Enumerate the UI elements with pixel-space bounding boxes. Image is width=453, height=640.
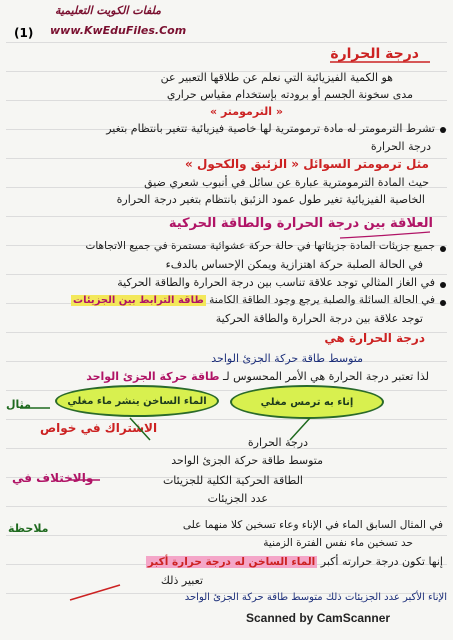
definition-line-2: مدى سخونة الجسم أو برودته بإستخدام مقياس حراري <box>166 88 413 101</box>
relation-underline <box>340 232 430 238</box>
relation-line-2: في الحالة الصلبة حركة اهتزازية ويمكن الإحساس بالدفء <box>165 258 423 271</box>
bonding-energy-mark: طاقة الترابط بين الجزيئات <box>73 295 204 306</box>
note-line-2: حد تسخين ماء نفس الفترة الزمنية <box>263 537 413 549</box>
note-arrow <box>70 585 120 600</box>
example-connector <box>130 418 150 440</box>
note-line-5: الإناء الأكبر عدد الجزيئات ذلك متوسط طاقة حركة الجزئ الواحد <box>184 592 447 603</box>
relation-line-4-text: في الحالة السائلة والصلبة يرجع وجود الطاقة الكامنة <box>209 294 435 306</box>
note-label: ملاحظة <box>8 522 49 535</box>
relation-line-5: توجد علاقة بين درجة الحرارة والطاقة الحركية <box>215 312 423 325</box>
liquid-thermometer-line-2: الخاصية الفيزيائية تغير طول عمود الزئبق بانتظام بتغير درجة الحرارة <box>116 193 425 206</box>
thermos-oval-text: إناء به ترمس مغلي <box>260 396 354 408</box>
shared-item-2: متوسط طاقة حركة الجزئ الواحد <box>171 454 323 467</box>
temperature-is-line-1: متوسط طاقة حركة الجزئ الواحد <box>211 352 363 365</box>
note-line-4: تعبير ذلك <box>160 574 203 587</box>
difference-item-2: عدد الجزيئات <box>207 492 268 505</box>
thermometer-condition-cont: درجة الحرارة <box>370 140 431 153</box>
brand-url: www.KwEduFiles.Com <box>50 24 187 37</box>
temperature-is-line-2-text: لذا تعتبر درجة الحرارة هي الأمر المحسوس لـ <box>223 370 429 383</box>
scanner-watermark: Scanned by CamScanner <box>246 611 391 625</box>
section-title-temperature: درجة الحرارة <box>330 46 419 62</box>
temperature-is-title: درجة الحرارة هي <box>324 331 425 345</box>
hot-water-oval-text: الماء الساخن ينشر ماء مغلي <box>67 395 207 407</box>
differences-label: والاختلاف في <box>12 471 94 485</box>
note-line-3-text: إنها تكون درجة حرارته أكبر <box>320 555 443 568</box>
shared-item-1: درجة الحرارة <box>247 436 308 449</box>
difference-item-1: الطاقة الحركية الكلية للجزيئات <box>162 474 303 487</box>
hotter-water-mark: الماء الساخن له درجة حرارة أكبر <box>147 556 316 568</box>
relation-title: العلاقة بين درجة الحرارة والطاقة الحركية <box>168 216 433 231</box>
liquid-thermometer-line-1: حيث المادة الترمومترية عبارة عن سائل في أنبوب شعري ضيق <box>144 176 429 189</box>
page-number: (1) <box>14 26 34 40</box>
example-label: مثال <box>6 398 31 411</box>
note-line-1: في المثال السابق الماء في الإناء وعاء تسخين كلا منهما على <box>182 519 443 531</box>
shared-properties-label: الاشتراك في خواص <box>40 421 158 435</box>
relation-line-3: في الغاز المثالي توجد علاقة تناسب بين درجة الحرارة والطاقة الحركية <box>117 276 435 289</box>
example-connector <box>290 418 310 440</box>
relation-line-1: جميع جزيئات المادة جزيئاتها في حالة حركة عشوائية مستمرة في جميع الاتجاهات <box>85 240 435 252</box>
brand-arabic: ملفات الكويت التعليمية <box>55 4 162 17</box>
thermometer-label: « الترمومتر » <box>210 105 283 118</box>
liquid-thermometer-title: مثل ترمومتر السوائل « الزئبق والكحول » <box>185 157 429 171</box>
definition-line-1: هو الكمية الفيزيائية التي نعلم عن طلاقها التعبير عن <box>160 71 393 84</box>
kinetic-energy-mark: طاقة حركة الجزئ الواحد <box>86 370 220 383</box>
thermometer-condition: تشرط الترمومتر له مادة ترمومترية لها خاصية فيزيائية تتغير بانتظام بتغير <box>106 122 435 135</box>
